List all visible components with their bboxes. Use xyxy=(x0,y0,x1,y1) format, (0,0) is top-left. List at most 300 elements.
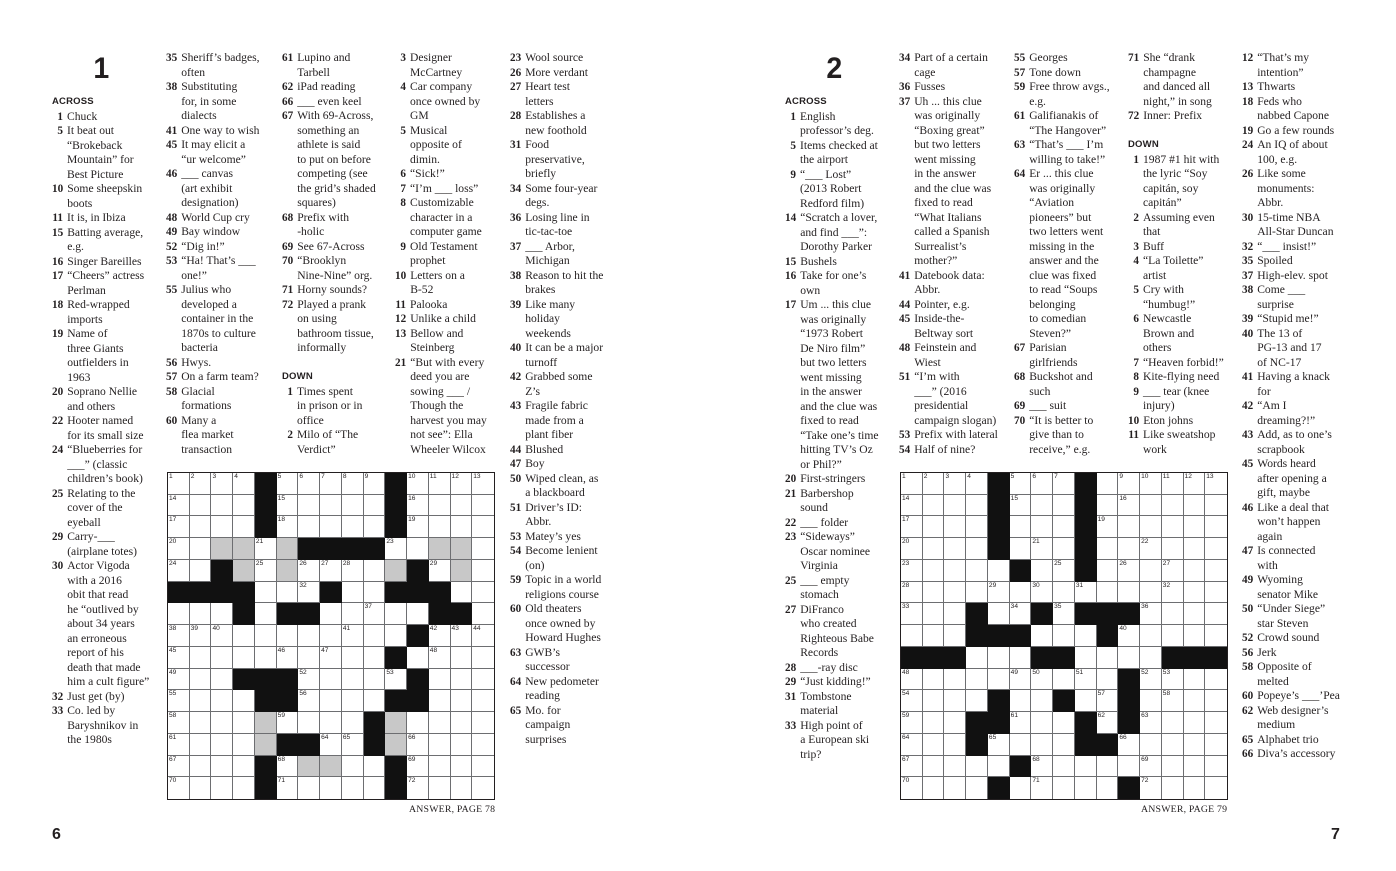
grid-square xyxy=(1140,669,1162,691)
clue-line: Having a knack xyxy=(1257,370,1330,383)
clue-number: 5 xyxy=(400,124,406,137)
clue xyxy=(510,341,620,370)
grid-square xyxy=(1118,473,1140,495)
clue xyxy=(282,211,394,240)
clue-text xyxy=(800,472,891,487)
clue-text xyxy=(800,690,891,719)
clue-text xyxy=(410,240,505,269)
clue-line: one!” xyxy=(181,268,207,282)
clue-column xyxy=(1128,51,1238,457)
clue-line: Fusses xyxy=(914,80,946,93)
square-number: 54 xyxy=(902,690,910,698)
grid-square xyxy=(1140,712,1162,734)
grid-square xyxy=(233,473,255,495)
clue-line: Nine-Nine” org. xyxy=(297,268,373,282)
black-square xyxy=(255,690,277,712)
clue-text xyxy=(1257,544,1354,573)
grid-square xyxy=(320,473,342,495)
grid-square xyxy=(1053,777,1075,799)
grid-square xyxy=(168,756,190,778)
black-square xyxy=(1075,603,1097,625)
clue xyxy=(1242,704,1354,733)
clue xyxy=(899,341,1011,370)
clue-number: 16 xyxy=(52,255,64,268)
clue-number: 18 xyxy=(52,299,64,311)
clue-line: Lupino and xyxy=(297,51,351,64)
clue xyxy=(1242,167,1354,211)
clue-number: 38 xyxy=(510,269,522,282)
clue-text xyxy=(297,51,394,80)
clue-line: answer and the xyxy=(1029,254,1099,267)
grid-square xyxy=(451,473,473,495)
grid-square xyxy=(966,582,988,604)
clue-line: Hooter named xyxy=(67,414,134,427)
clue xyxy=(510,370,620,399)
grid-square xyxy=(255,538,277,560)
clue xyxy=(785,690,891,719)
clue-line: mother?” xyxy=(914,254,958,267)
square-number: 15 xyxy=(1010,494,1018,502)
clue-text xyxy=(525,211,620,240)
clue-number: 56 xyxy=(1242,646,1254,659)
clue xyxy=(282,385,394,429)
square-number: 65 xyxy=(988,733,997,741)
clue-text xyxy=(1029,80,1126,109)
clue-line: work xyxy=(1143,442,1167,456)
grid-square xyxy=(168,690,190,712)
clue-line: after opening a xyxy=(1257,471,1327,485)
black-square xyxy=(1053,690,1075,712)
clue-line: Sheriff’s badges, xyxy=(181,51,260,64)
grid-square xyxy=(211,625,233,647)
clue-line: in the answer xyxy=(800,385,863,398)
clue-number: 61 xyxy=(282,52,294,64)
clue-number: 37 xyxy=(510,240,522,253)
grid-square xyxy=(233,495,255,517)
clue-line: “That’s ___ I’m xyxy=(1029,138,1104,151)
clue-text xyxy=(67,110,158,125)
clue-line: Steven?” xyxy=(1029,326,1072,340)
clue-number: 60 xyxy=(510,603,522,615)
clue-line: went missing xyxy=(914,152,976,166)
grid-square xyxy=(233,777,255,799)
clue-line: Prefix with xyxy=(297,210,350,224)
clue-line: turnoff xyxy=(525,355,558,369)
grid-square xyxy=(923,669,945,691)
clue-number: 28 xyxy=(785,661,797,674)
clue xyxy=(510,443,620,458)
clue-section-heading: DOWN xyxy=(1128,139,1159,150)
black-square xyxy=(255,516,277,538)
clue-line: Words heard xyxy=(1257,457,1316,470)
clue-line: transaction xyxy=(181,442,233,456)
clue xyxy=(1242,312,1354,327)
clue-line: ___ tear (knee xyxy=(1143,384,1210,398)
clue xyxy=(510,457,620,472)
clue-line: designation) xyxy=(181,196,239,209)
clue-number: 63 xyxy=(1014,139,1026,151)
clue-line: not see”: Ella xyxy=(410,428,473,441)
clue-line: sound xyxy=(800,501,828,514)
clue-number: 60 xyxy=(166,414,178,427)
grid-square xyxy=(320,777,342,799)
clue xyxy=(282,240,394,255)
black-square xyxy=(988,495,1010,517)
black-square xyxy=(1205,647,1227,669)
clue-text xyxy=(67,690,158,705)
grid-square xyxy=(1140,603,1162,625)
clue-number: 12 xyxy=(395,313,407,325)
black-square xyxy=(1184,647,1206,669)
black-square xyxy=(1118,712,1140,734)
clue-number: 17 xyxy=(52,270,64,282)
grid-square xyxy=(385,603,407,625)
clue-text xyxy=(1029,51,1126,66)
clue-line: and others xyxy=(67,399,116,413)
grid-square xyxy=(923,625,945,647)
grid-square xyxy=(1097,777,1119,799)
clue xyxy=(395,269,505,298)
square-number: 19 xyxy=(408,516,416,524)
clue-text xyxy=(410,312,505,327)
grid-square xyxy=(190,538,212,560)
clue-number: 64 xyxy=(1014,168,1026,180)
clue-line: (on) xyxy=(525,558,545,572)
clue-line: stomach xyxy=(800,588,839,601)
clue-line: briefly xyxy=(525,167,557,180)
clue-text xyxy=(525,240,620,269)
clue xyxy=(510,109,620,138)
clue-line: won’t happen xyxy=(1257,515,1321,528)
clue-line: Go a few rounds xyxy=(1257,123,1335,137)
clue-line: deed you are xyxy=(410,370,470,383)
clue-line: Verdict” xyxy=(297,442,336,456)
grid-square xyxy=(298,712,320,734)
clue-line: Surrealist’s xyxy=(914,239,967,253)
clue-line: Newcastle xyxy=(1143,312,1192,325)
grid-square xyxy=(451,516,473,538)
clue-number: 28 xyxy=(510,110,522,122)
clue-text xyxy=(1029,138,1126,167)
square-number: 71 xyxy=(277,777,285,785)
grid-square xyxy=(1053,734,1075,756)
grid-square xyxy=(168,473,190,495)
clue-line: on using xyxy=(297,312,337,325)
clue-line: “Take one’s time xyxy=(800,428,879,442)
clue-line: obit that read xyxy=(67,588,129,601)
clue-text xyxy=(914,370,1011,428)
clue xyxy=(282,283,394,298)
grid-square xyxy=(451,712,473,734)
grid-square xyxy=(407,516,429,538)
clue-number: 57 xyxy=(166,371,178,383)
clue-line: dialects xyxy=(181,109,217,122)
grid-square xyxy=(1140,690,1162,712)
black-square xyxy=(385,777,407,799)
clue-line: Wiped clean, as xyxy=(525,471,599,485)
grid-square xyxy=(407,538,429,560)
grid-square xyxy=(1097,669,1119,691)
clue-line: competing (see xyxy=(297,167,368,180)
clue xyxy=(166,283,274,356)
grid-square xyxy=(1205,473,1227,495)
grid-square xyxy=(1031,669,1053,691)
clue-column xyxy=(1242,51,1354,762)
clue-number: 54 xyxy=(899,443,911,456)
clue-text xyxy=(67,124,158,182)
square-number: 2 xyxy=(923,473,928,480)
clue xyxy=(1128,240,1238,255)
grid-square xyxy=(1162,777,1184,799)
clue-number: 46 xyxy=(166,168,178,180)
clue-line: It beat out xyxy=(67,124,115,137)
square-number: 69 xyxy=(1141,755,1149,763)
grid-square xyxy=(1097,647,1119,669)
clue-line: developed a xyxy=(181,297,237,311)
clue-line: champagne xyxy=(1143,65,1196,79)
shaded-square xyxy=(277,538,299,560)
grid-square xyxy=(1097,516,1119,538)
clue xyxy=(166,254,274,283)
grid-square xyxy=(429,647,451,669)
clue-number: 9 xyxy=(1133,385,1139,398)
clue xyxy=(395,240,505,269)
grid-square xyxy=(1140,756,1162,778)
grid-square xyxy=(233,734,255,756)
clue-text xyxy=(410,167,505,182)
clue xyxy=(899,312,1011,341)
black-square xyxy=(1010,560,1032,582)
grid-square xyxy=(1053,603,1075,625)
clue-text xyxy=(525,109,620,138)
clue-line: GWB’s xyxy=(525,645,560,659)
clue-line: “___ insist!” xyxy=(1257,239,1317,253)
clue xyxy=(1128,356,1238,371)
clue-line: outfielders in xyxy=(67,356,129,369)
grid-square xyxy=(364,560,386,582)
clue xyxy=(282,51,394,80)
clue-line: Come ___ xyxy=(1257,283,1306,296)
grid-square xyxy=(168,777,190,799)
grid-square xyxy=(923,690,945,712)
grid-square xyxy=(277,647,299,669)
clue xyxy=(785,472,891,487)
grid-square xyxy=(211,516,233,538)
grid-square xyxy=(944,603,966,625)
clue xyxy=(510,573,620,602)
clue xyxy=(899,443,1011,458)
clue-line: Beltway sort xyxy=(914,326,974,340)
clue-line: campaign slogan) xyxy=(914,413,997,427)
clue-text xyxy=(1257,312,1354,327)
clue-text xyxy=(1257,254,1354,269)
shaded-square xyxy=(385,734,407,756)
clue-number: 37 xyxy=(1242,269,1254,282)
grid-square xyxy=(1118,734,1140,756)
grid-square xyxy=(966,538,988,560)
grid-square xyxy=(211,712,233,734)
clue-line: computer game xyxy=(410,225,482,238)
clue xyxy=(510,80,620,109)
black-square xyxy=(988,473,1010,495)
grid-square xyxy=(1205,756,1227,778)
grid-square xyxy=(320,625,342,647)
clue-number: 35 xyxy=(166,52,178,64)
grid-square xyxy=(429,734,451,756)
clue-line: DiFranco xyxy=(800,602,844,616)
clue-text xyxy=(1257,660,1354,689)
clue-text xyxy=(67,182,158,211)
grid-square xyxy=(988,756,1010,778)
grid-square xyxy=(472,734,494,756)
grid-square xyxy=(233,516,255,538)
grid-square xyxy=(168,647,190,669)
clue-text xyxy=(525,138,620,182)
clue-line: in the answer xyxy=(914,167,977,180)
clue-line: It can be a major xyxy=(525,341,604,354)
clue-number: 9 xyxy=(400,240,406,253)
clue-line: such xyxy=(1029,384,1051,398)
clue-text xyxy=(1257,240,1354,255)
clue-line: Assuming even xyxy=(1143,210,1215,224)
clue-text xyxy=(525,602,620,646)
clue xyxy=(1014,66,1126,81)
clue-line: De Niro film” xyxy=(800,341,866,355)
clue-text xyxy=(1143,211,1238,240)
clue-line: letters xyxy=(525,94,554,108)
clue-line: “What Italians xyxy=(914,210,982,224)
grid-square xyxy=(168,712,190,734)
clue-line: “Cheers” actress xyxy=(67,269,145,282)
clue-text xyxy=(1143,51,1238,109)
clue-text xyxy=(525,675,620,704)
grid-square xyxy=(472,690,494,712)
grid-square xyxy=(168,669,190,691)
grid-square xyxy=(1205,625,1227,647)
clue-text xyxy=(181,80,274,124)
square-number: 72 xyxy=(408,777,416,785)
clue-number: 19 xyxy=(52,328,64,340)
clue-text xyxy=(297,283,394,298)
black-square xyxy=(988,538,1010,560)
clue-number: 35 xyxy=(1242,255,1254,267)
clue xyxy=(52,704,158,748)
clue-line: Julius who xyxy=(181,283,232,296)
clue-text xyxy=(1257,138,1354,167)
clue-number: 70 xyxy=(282,255,294,267)
clue-line: was originally xyxy=(914,109,981,122)
grid-square xyxy=(1205,669,1227,691)
clue-number: 67 xyxy=(282,110,294,122)
clue xyxy=(1014,370,1126,399)
clue-line: “Brooklyn xyxy=(297,254,347,267)
grid-square xyxy=(1162,603,1184,625)
clue xyxy=(1128,370,1238,385)
square-number: 5 xyxy=(1010,473,1015,480)
clue-line: others xyxy=(1143,341,1172,354)
clue-line: ___ folder xyxy=(800,515,849,529)
clue-line: scrapbook xyxy=(1257,442,1305,456)
clue-line: On a farm team? xyxy=(181,370,259,383)
square-number: 66 xyxy=(408,733,416,741)
grid-square xyxy=(1205,712,1227,734)
clue-line: Half of nine? xyxy=(914,442,976,456)
grid-square xyxy=(966,756,988,778)
clue-number: 10 xyxy=(52,183,64,195)
clue-text xyxy=(800,110,891,139)
grid-square xyxy=(342,734,364,756)
grid-square xyxy=(1010,777,1032,799)
clue-line: Red-wrapped xyxy=(67,298,130,311)
clue-line: Alphabet trio xyxy=(1257,732,1319,746)
clue-text xyxy=(67,487,158,531)
black-square xyxy=(298,538,320,560)
clue-line: Wool source xyxy=(525,51,584,64)
clue-text xyxy=(914,341,1011,370)
clue-line: ___” (2016 xyxy=(914,384,967,398)
clue-line: “The Hangover” xyxy=(1029,123,1107,137)
clue xyxy=(510,704,620,748)
clue-text xyxy=(1143,385,1238,414)
clue xyxy=(785,516,891,531)
crossword-grid xyxy=(900,472,1228,800)
answer-reference: ANSWER, PAGE 78 xyxy=(409,804,496,815)
clue-text xyxy=(525,66,620,81)
clue-number: 52 xyxy=(166,240,178,253)
black-square xyxy=(1075,495,1097,517)
grid-square xyxy=(1010,538,1032,560)
grid-square xyxy=(1118,625,1140,647)
clue-text xyxy=(1029,341,1126,370)
clue xyxy=(395,298,505,313)
square-number: 64 xyxy=(321,733,329,741)
clue-line: belonging xyxy=(1029,297,1076,311)
clue xyxy=(510,472,620,501)
clue-line: new foothold xyxy=(525,123,587,137)
grid-square xyxy=(168,734,190,756)
grid-square xyxy=(1053,473,1075,495)
grid-square xyxy=(277,777,299,799)
square-number: 51 xyxy=(1075,668,1084,676)
grid-square xyxy=(211,473,233,495)
square-number: 31 xyxy=(1075,581,1084,589)
clue-line: harvest you may xyxy=(410,413,487,427)
grid-square xyxy=(342,777,364,799)
clue-line: religions course xyxy=(525,587,599,601)
grid-square xyxy=(1075,756,1097,778)
clue xyxy=(395,124,505,168)
square-number: 21 xyxy=(1032,538,1040,546)
square-number: 56 xyxy=(299,690,307,698)
clue xyxy=(1242,646,1354,661)
clue xyxy=(785,139,891,168)
clue-line: degs. xyxy=(525,196,550,209)
clue-number: 7 xyxy=(400,182,406,195)
clue-text xyxy=(410,124,505,168)
clue-number: 37 xyxy=(899,95,911,108)
black-square xyxy=(320,538,342,560)
square-number: 12 xyxy=(1184,473,1192,480)
clue-number: 18 xyxy=(1242,95,1254,108)
clue-line: “Just kidding!” xyxy=(800,675,871,688)
grid-square xyxy=(451,777,473,799)
clue xyxy=(52,385,158,414)
clue-line: “That’s my xyxy=(1257,51,1310,64)
clue-line: brakes xyxy=(525,283,556,296)
grid-square xyxy=(988,603,1010,625)
grid-square xyxy=(1205,690,1227,712)
square-number: 59 xyxy=(902,712,910,720)
